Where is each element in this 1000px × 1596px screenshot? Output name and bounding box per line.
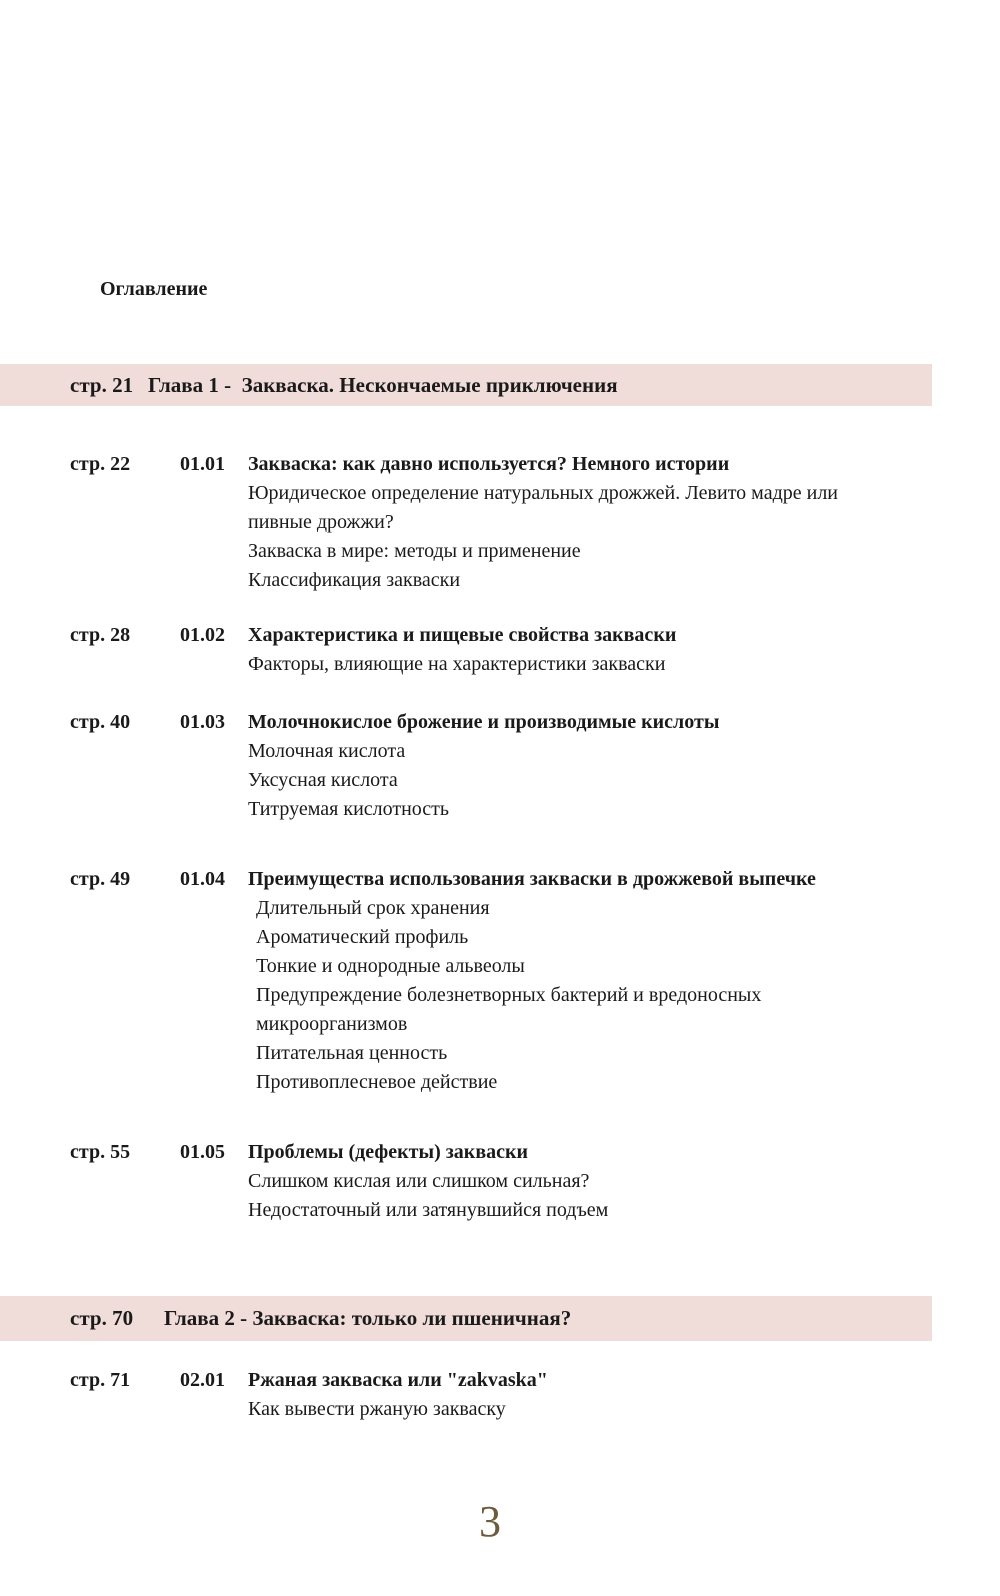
entry-heading-row — [0, 1138, 1000, 1167]
entry-heading-row — [0, 865, 1000, 894]
toc-entry-02-01 — [0, 1366, 1000, 1424]
chapter-title: Глава 1 - Закваска. Нескончаемые приключения — [148, 372, 618, 397]
entry-page-label: стр. 71 — [70, 1369, 131, 1391]
entry-section-number: 01.03 — [180, 711, 225, 733]
entry-page-label: стр. 28 — [70, 624, 131, 646]
chapter-1-banner — [0, 364, 932, 406]
entry-section-number: 01.01 — [180, 453, 225, 475]
entry-subitem: Предупреждение болезнетворных бактерий и вредоносных микроорганизмов — [256, 984, 762, 1035]
toc-entry-01-01 — [0, 450, 1000, 595]
entry-subitem: Противоплесневое действие — [256, 1071, 498, 1093]
entry-subitem: Длительный срок хранения — [256, 897, 490, 919]
entry-page-label: стр. 22 — [70, 453, 131, 475]
entry-section-number: 01.02 — [180, 624, 225, 646]
entry-subitem: Титруемая кислотность — [248, 798, 450, 820]
entry-subitem: Классификация закваски — [248, 569, 461, 591]
entry-page-label: стр. 40 — [70, 711, 131, 733]
entry-section-title: Характеристика и пищевые свойства закваски — [248, 624, 677, 646]
entry-page-label: стр. 49 — [70, 868, 131, 890]
toc-entry-01-03 — [0, 708, 1000, 824]
entry-heading-row — [0, 450, 1000, 479]
entry-section-number: 02.01 — [180, 1369, 225, 1391]
entry-subitem: Уксусная кислота — [248, 769, 398, 791]
toc-entry-01-02 — [0, 621, 1000, 679]
entry-subitem: Юридическое определение натуральных дрожжей. Левито мадре или пивные дрожжи? — [248, 482, 839, 533]
entry-subitem: Закваска в мире: методы и применение — [248, 540, 581, 562]
entry-section-number: 01.05 — [180, 1141, 225, 1163]
entry-subitems — [0, 737, 848, 824]
entry-subitems — [0, 1395, 848, 1424]
entry-subitem: Тонкие и однородные альвеолы — [256, 955, 525, 977]
entry-section-title: Молочнокислое брожение и производимые кислоты — [248, 711, 720, 733]
entry-subitems — [0, 1167, 848, 1225]
entry-subitem: Питательная ценность — [256, 1042, 448, 1064]
entry-heading-row — [0, 621, 1000, 650]
page-title: Оглавление — [100, 278, 208, 300]
entry-section-title: Закваска: как давно используется? Немного истории — [248, 453, 730, 475]
entry-section-title: Ржаная закваска или "zakvaska" — [248, 1369, 548, 1391]
chapter-page-label: стр. 21 — [70, 372, 134, 397]
entry-subitem: Недостаточный или затянувшийся подъем — [248, 1199, 609, 1221]
page-number: 3 — [479, 1497, 501, 1546]
chapter-title: Глава 2 - Закваска: только ли пшеничная? — [164, 1306, 572, 1330]
entry-subitems — [0, 650, 848, 679]
entry-subitem: Как вывести ржаную закваску — [248, 1398, 506, 1420]
toc-entry-01-04 — [0, 865, 1000, 1097]
entry-heading-row — [0, 708, 1000, 737]
entry-subitem: Ароматический профиль — [256, 926, 469, 948]
entry-subitem: Молочная кислота — [248, 740, 406, 762]
entry-page-label: стр. 55 — [70, 1141, 131, 1163]
entry-subitems — [0, 479, 848, 595]
entry-section-title: Преимущества использования закваски в дрожжевой выпечке — [248, 868, 816, 890]
chapter-page-label: стр. 70 — [70, 1306, 134, 1330]
entry-subitem: Факторы, влияющие на характеристики закваски — [248, 653, 666, 675]
chapter-2-banner — [0, 1296, 932, 1341]
entry-subitem: Слишком кислая или слишком сильная? — [248, 1170, 590, 1192]
entry-heading-row — [0, 1366, 1000, 1395]
entry-subitems — [0, 894, 848, 1097]
entry-section-number: 01.04 — [180, 868, 225, 890]
entry-section-title: Проблемы (дефекты) закваски — [248, 1141, 529, 1163]
toc-entry-01-05 — [0, 1138, 1000, 1225]
